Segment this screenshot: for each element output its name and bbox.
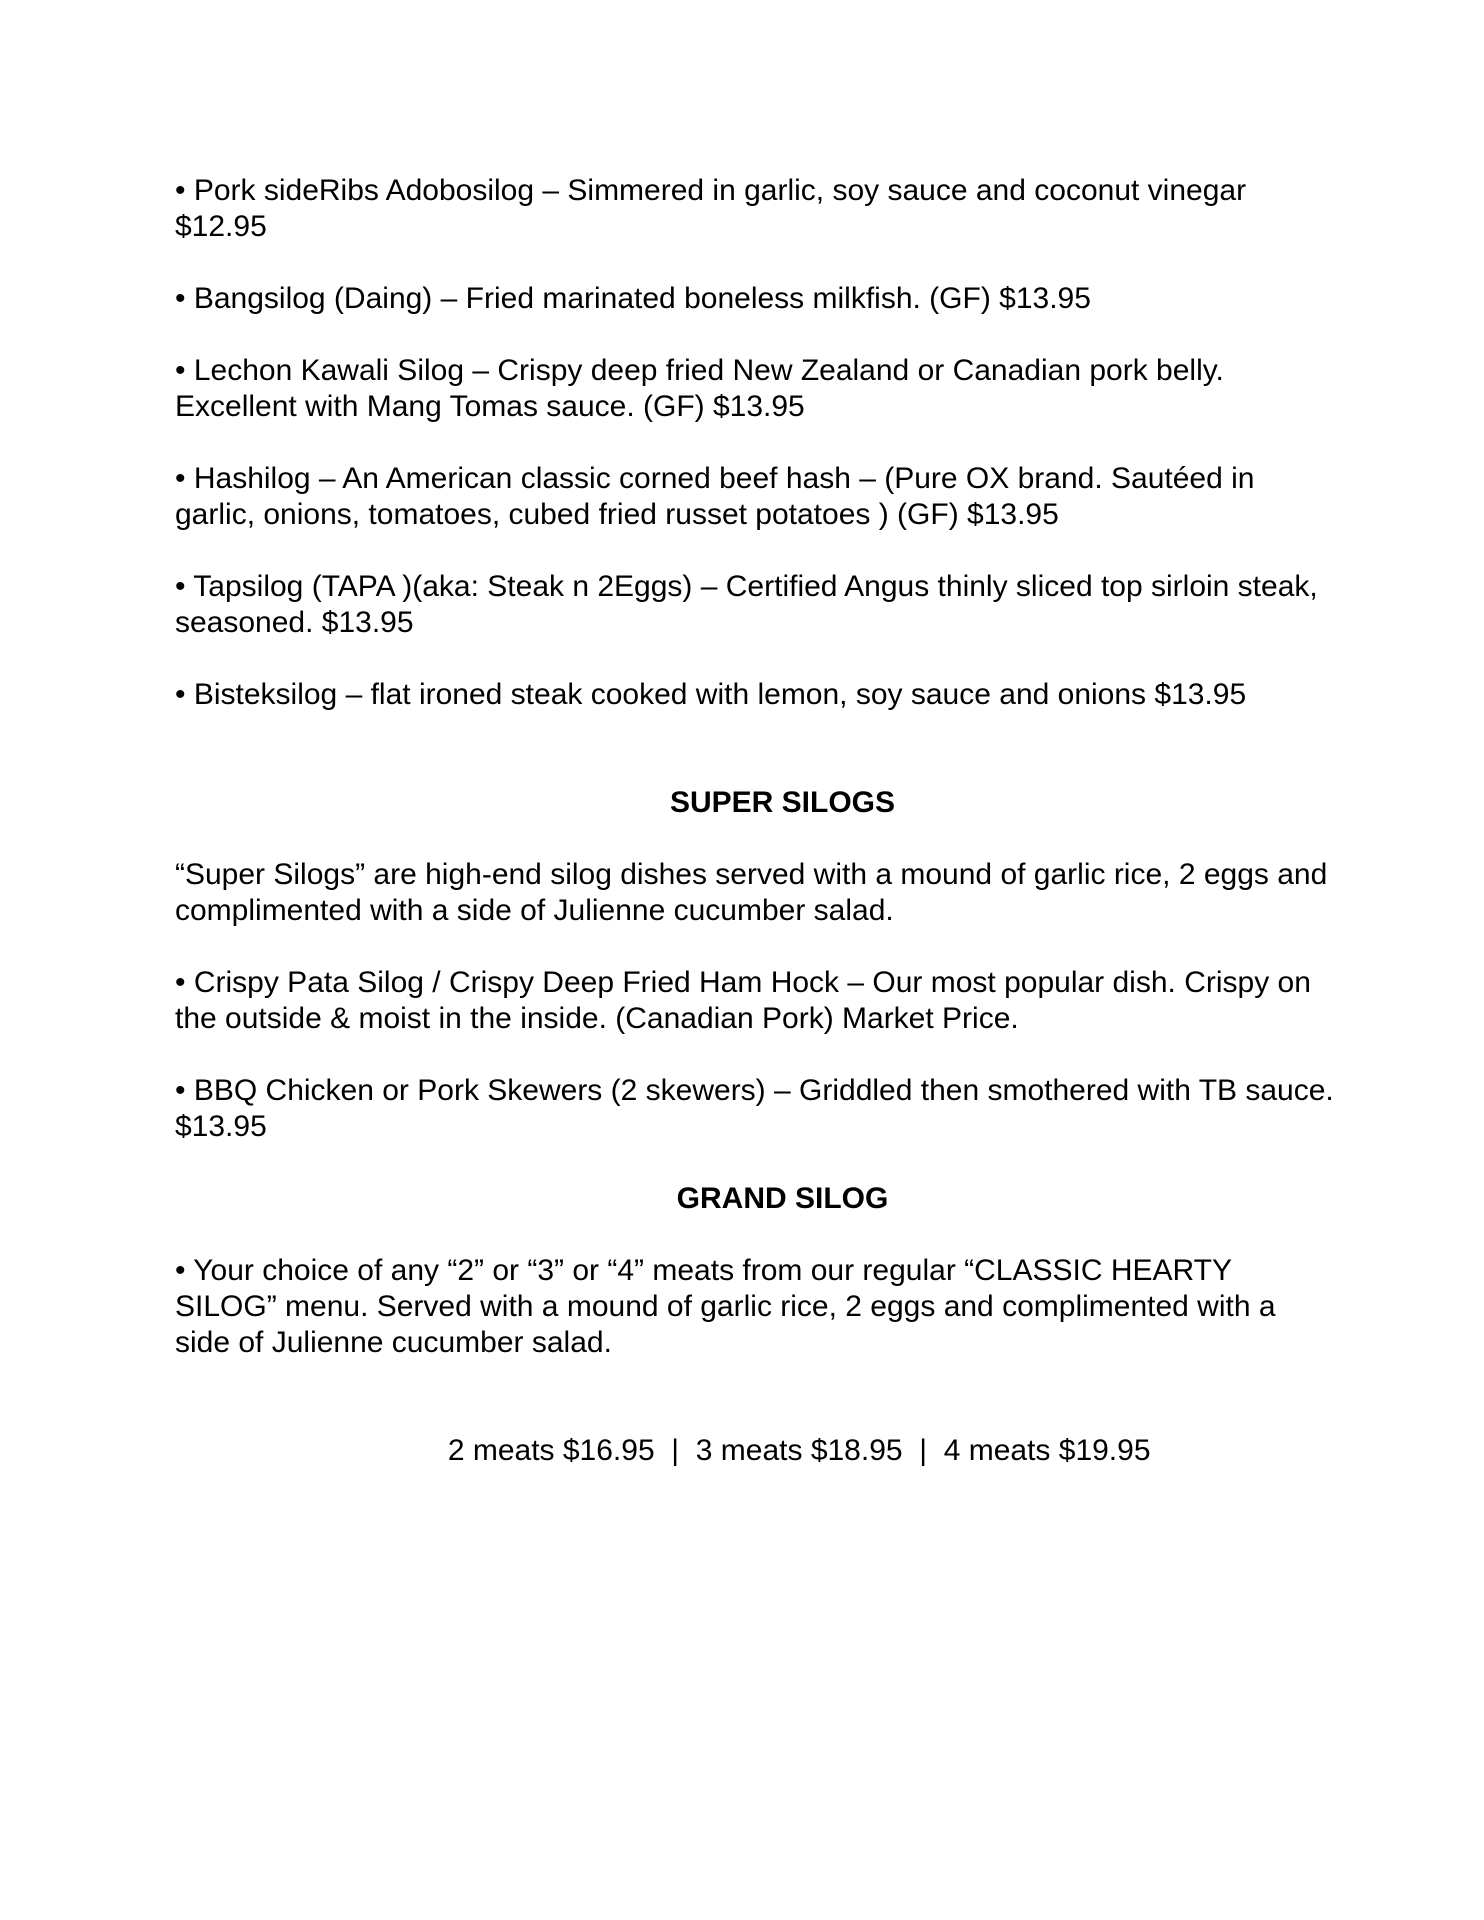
menu-item-text: Excellent with Mang Tomas sauce. (GF) $13.95 [175,390,805,423]
menu-item-text: $13.95 [175,1110,267,1143]
price-list-text: 2 meats $16.95 | 3 meats $18.95 | 4 meats $19.95 [447,1434,1151,1467]
menu-item-text: • Crispy Pata Silog / Crispy Deep Fried Ham Hock – Our most popular dish. Crispy on [175,966,1311,999]
menu-item-hashilog [175,461,1390,533]
super-silogs-intro [175,857,1390,929]
menu-item-text: • Bangsilog (Daing) – Fried marinated boneless milkfish. (GF) $13.95 [175,282,1091,315]
grand-silog-prices [175,1397,1390,1505]
menu-item-text: • Tapsilog (TAPA )(aka: Steak n 2Eggs) – Certified Angus thinly sliced top sirloin steak, [175,570,1318,603]
intro-text: complimented with a side of Julienne cucumber salad. [175,894,894,927]
menu-item-text: • Lechon Kawali Silog – Crispy deep fried New Zealand or Canadian pork belly. [175,354,1224,387]
menu-item-lechon-kawali-silog [175,353,1390,425]
super-silogs-heading: SUPER SILOGS [669,786,896,819]
menu-item-text: • Hashilog – An American classic corned beef hash – (Pure OX brand. Sautéed in [175,462,1255,495]
menu-item-pork-siderib-adobosilog [175,173,1390,245]
menu-item-tapsilog [175,569,1390,641]
grand-silog-heading: GRAND SILOG [676,1182,889,1215]
menu-item-text: • Pork sideRibs Adobosilog – Simmered in garlic, soy sauce and coconut vinegar [175,174,1247,207]
menu-item-bbq-skewers [175,1073,1390,1145]
menu-item-text: • Bisteksilog – flat ironed steak cooked with lemon, soy sauce and onions $13.95 [175,678,1247,711]
menu-item-text: the outside & moist in the inside. (Canadian Pork) Market Price. [175,1002,1019,1035]
menu-item-crispy-pata-silog [175,965,1390,1037]
menu-item-text: side of Julienne cucumber salad. [175,1326,612,1359]
menu-item-text: • Your choice of any “2” or “3” or “4” meats from our regular “CLASSIC HEARTY [175,1254,1233,1287]
menu-item-text: • BBQ Chicken or Pork Skewers (2 skewers) – Griddled then smothered with TB sauce. [175,1074,1334,1107]
menu-item-text: seasoned. $13.95 [175,606,414,639]
menu-item-text: $12.95 [175,210,267,243]
menu-item-bangsilog [175,281,1390,317]
menu-item-text: garlic, onions, tomatoes, cubed fried russet potatoes ) (GF) $13.95 [175,498,1059,531]
menu-item-text: SILOG” menu. Served with a mound of garlic rice, 2 eggs and complimented with a [175,1290,1276,1323]
menu-page [175,173,1390,1505]
menu-item-bisteksilog [175,677,1390,713]
menu-item-grand-silog [175,1253,1390,1361]
intro-text: “Super Silogs” are high-end silog dishes served with a mound of garlic rice, 2 eggs and [175,858,1328,891]
